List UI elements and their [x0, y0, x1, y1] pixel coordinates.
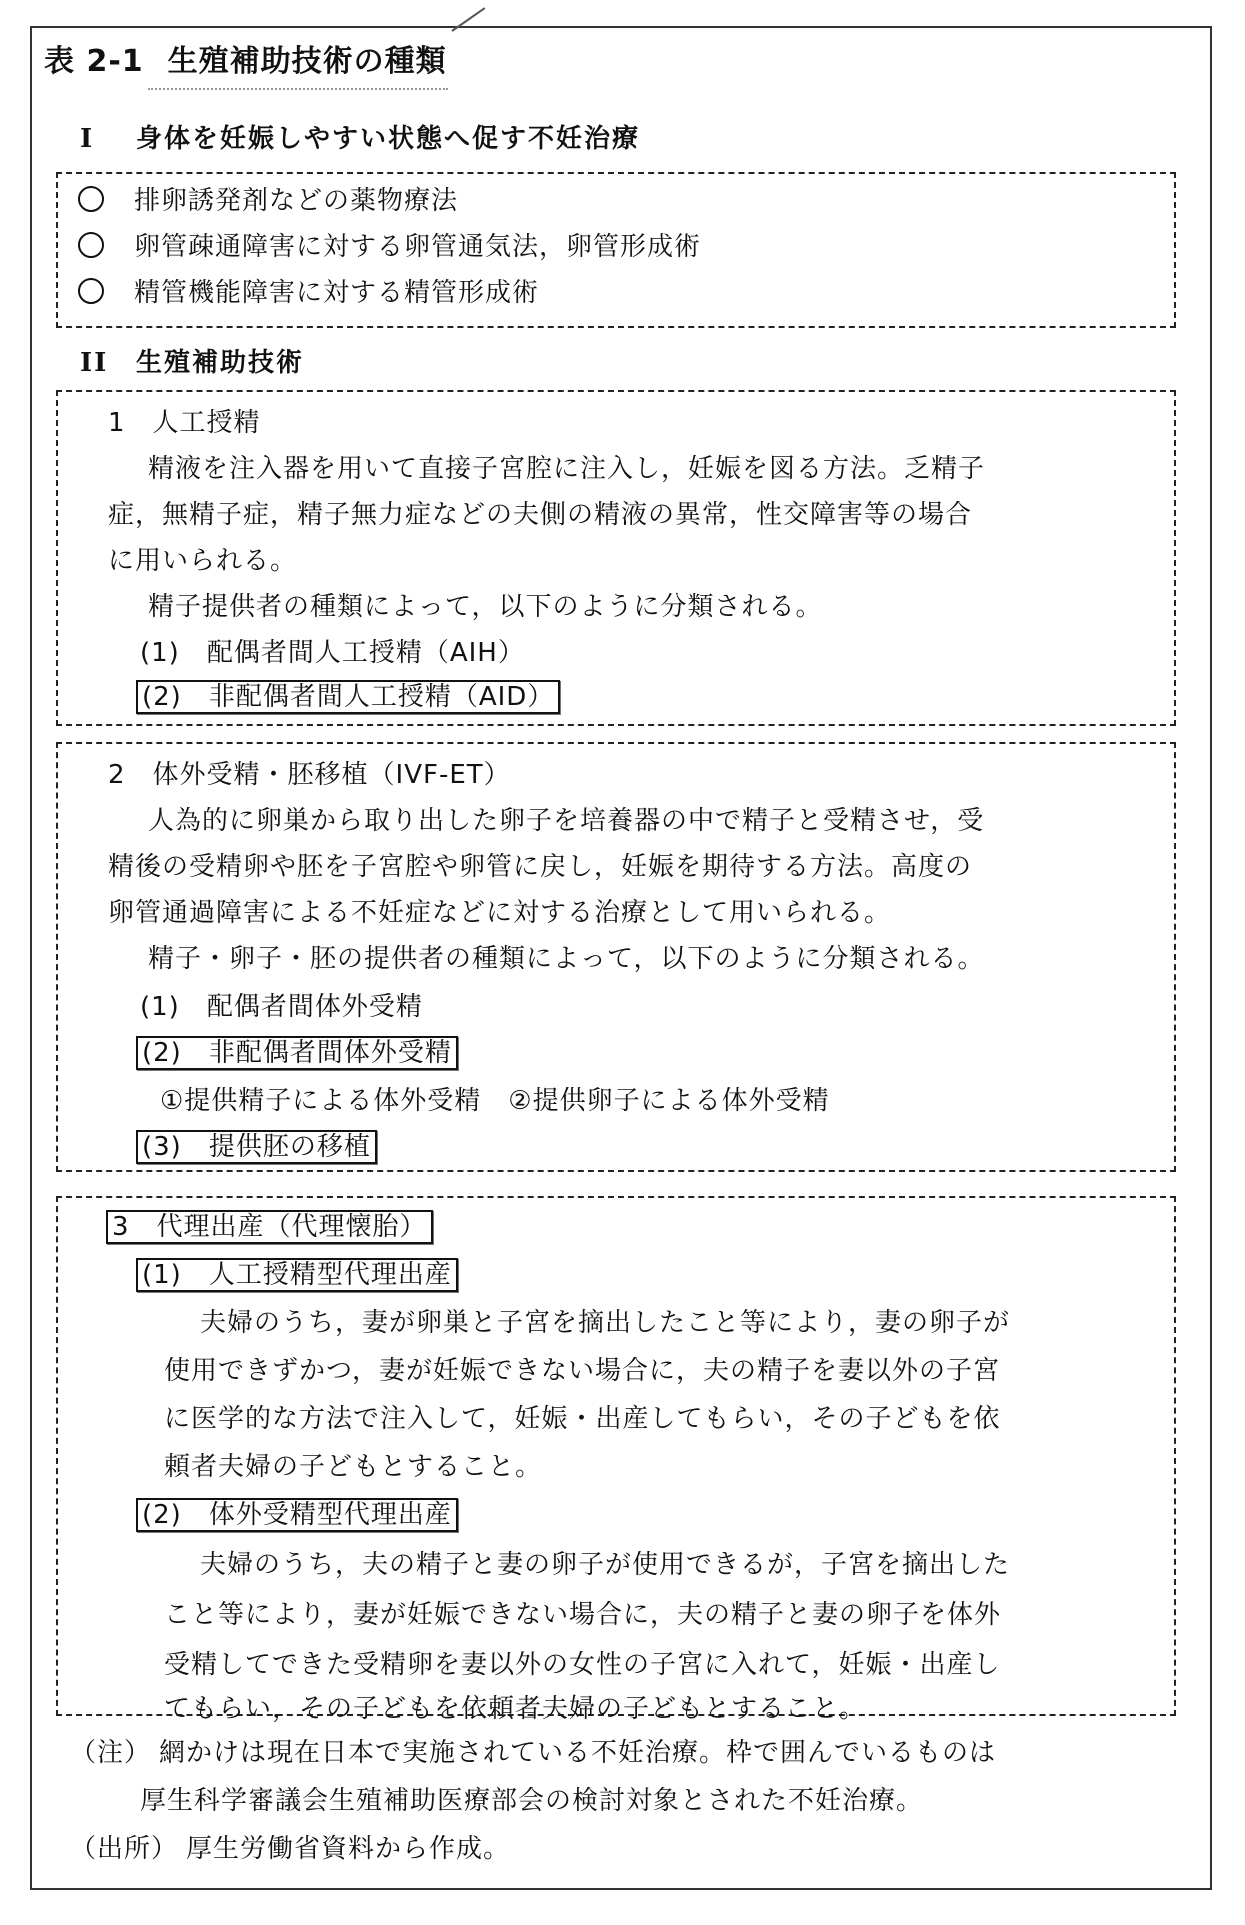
- art2-text-line: 人為的に卵巣から取り出した卵子を培養器の中で精子と受精させ，受: [148, 806, 985, 836]
- note-label: （注）: [70, 1738, 152, 1768]
- section-1-heading: I 身体を妊娠しやすい状態へ促す不妊治療: [80, 124, 641, 154]
- art3-sub2-line: てもらい，その子どもを依頼者夫婦の子どもとすること。: [164, 1694, 867, 1724]
- note-text-continued: 厚生科学審議会生殖補助医療部会の検討対象とされた不妊治療。: [140, 1786, 924, 1816]
- table-title: [44, 36, 447, 80]
- art3-sub2: (2) 体外受精型代理出産: [136, 1494, 458, 1531]
- art1-text-line: 精子提供者の種類によって，以下のように分類される。: [148, 592, 823, 622]
- art2-text-line: 卵管通過障害による不妊症などに対する治療として用いられる。: [108, 898, 892, 928]
- art3-sub1-line: 夫婦のうち，妻が卵巣と子宮を摘出したこと等により，妻の卵子が: [200, 1308, 1011, 1338]
- art1-sub1: (1) 配偶者間人工授精（AIH）: [140, 638, 525, 668]
- art3-heading: 3 代理出産（代理懐胎）: [106, 1206, 433, 1243]
- art1-heading: 1 人工授精: [108, 408, 261, 438]
- art1-text-line: に用いられる。: [108, 546, 298, 576]
- art1-sub2: (2) 非配偶者間人工授精（AID）: [136, 676, 560, 713]
- art2-sub2: (2) 非配偶者間体外受精: [136, 1032, 458, 1069]
- title-dotted-underline: [148, 88, 448, 90]
- art2-sub3: (3) 提供胚の移植: [136, 1126, 377, 1163]
- section-1-item: 精管機能障害に対する精管形成術: [78, 272, 539, 309]
- source-text: 厚生労働省資料から作成。: [186, 1834, 511, 1864]
- art3-sub2-line: こと等により，妻が妊娠できない場合に，夫の精子と妻の卵子を体外: [164, 1600, 1002, 1630]
- art1-text-line: 精液を注入器を用いて直接子宮腔に注入し，妊娠を図る方法。乏精子: [148, 454, 986, 484]
- circle-bullet-icon: [78, 278, 104, 304]
- note: [70, 1732, 996, 1769]
- art3-sub1-line: 使用できずかつ，妻が妊娠できない場合に，夫の精子を妻以外の子宮: [164, 1356, 1000, 1386]
- circle-bullet-icon: [78, 186, 104, 212]
- section-2-heading: II 生殖補助技術: [80, 348, 305, 378]
- art2-text-line: 精後の受精卵や胚を子宮腔や卵管に戻し，妊娠を期待する方法。高度の: [108, 852, 973, 882]
- art3-sub2-line: 夫婦のうち，夫の精子と妻の卵子が使用できるが，子宮を摘出した: [200, 1550, 1011, 1580]
- art3-sub2-line: 受精してできた受精卵を妻以外の女性の子宮に入れて，妊娠・出産し: [164, 1650, 1001, 1680]
- art3-sub1-line: に医学的な方法で注入して，妊娠・出産してもらい，その子どもを依: [164, 1404, 1001, 1434]
- art2-sub1: (1) 配偶者間体外受精: [140, 992, 423, 1022]
- table-title-text: 生殖補助技術の種類: [167, 44, 447, 79]
- note-text: 網かけは現在日本で実施されている不妊治療。枠で囲んでいるものは: [159, 1738, 997, 1768]
- art2-heading: 2 体外受精・胚移植（IVF-ET）: [108, 760, 511, 790]
- section-1-item: 卵管疎通障害に対する卵管通気法，卵管形成術: [78, 226, 701, 263]
- art3-sub1-line: 頼者夫婦の子どもとすること。: [164, 1452, 543, 1482]
- art2-text-line: 精子・卵子・胚の提供者の種類によって，以下のように分類される。: [148, 944, 985, 974]
- source-label: （出所）: [70, 1834, 179, 1864]
- art3-sub1: (1) 人工授精型代理出産: [136, 1254, 458, 1291]
- circle-bullet-icon: [78, 232, 104, 258]
- art1-text-line: 症，無精子症，精子無力症などの夫側の精液の異常，性交障害等の場合: [108, 500, 973, 530]
- table-number: 表 2-1: [44, 44, 144, 79]
- art2-sub2-detail: ①提供精子による体外受精 ②提供卵子による体外受精: [160, 1086, 830, 1116]
- source: [70, 1828, 510, 1865]
- section-1-item: 排卵誘発剤などの薬物療法: [78, 180, 458, 217]
